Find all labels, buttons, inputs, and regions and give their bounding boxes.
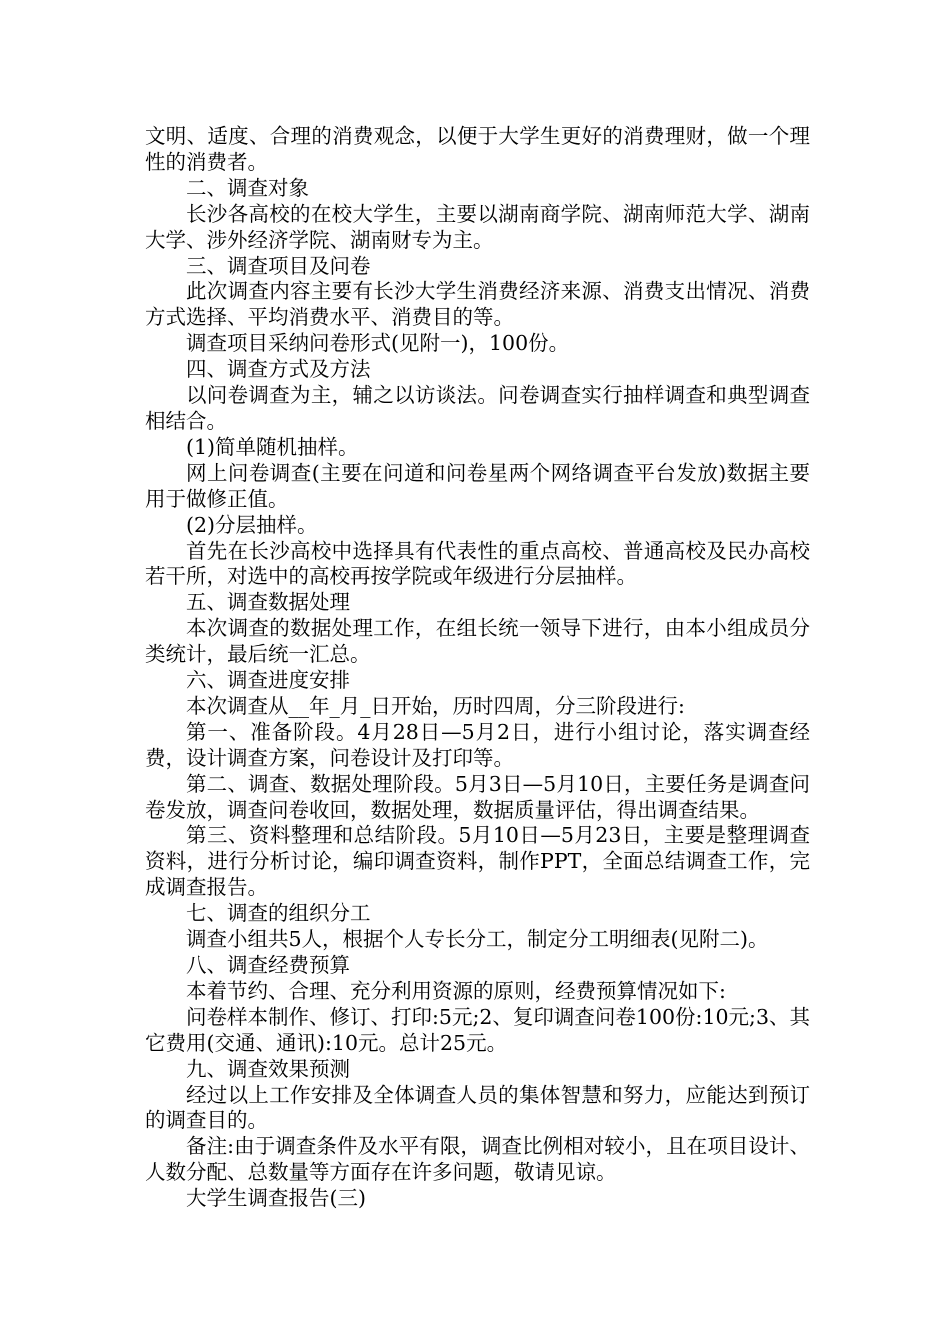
heading-organization: 七、调查的组织分工 <box>186 901 371 926</box>
heading-budget: 八、调查经费预算 <box>186 953 350 977</box>
heading-report-three: 大学生调查报告(三) <box>186 1186 366 1211</box>
heading-survey-methods: 四、调查方式及方法 <box>186 357 371 382</box>
paragraph-organization: 调查小组共5人，根据个人专长分工，制定分工明细表(见附二)。 <box>186 927 769 952</box>
paragraph-intro-continuation: 文明、适度、合理的消费观念，以便于大学生更好的消费理财，做一个理性的消费者。 <box>145 124 810 174</box>
paragraph-survey-content: 此次调查内容主要有长沙大学生消费经济来源、消费支出情况、消费方式选择、平均消费水平、消费目的等。 <box>145 279 810 330</box>
paragraph-schedule-intro: 本次调查从__年_月_日开始，历时四周，分三阶段进行: <box>186 693 685 718</box>
paragraph-budget-intro: 本着节约、合理、充分利用资源的原则，经费预算情况如下: <box>186 978 726 1003</box>
paragraph-stratified-sampling: 首先在长沙高校中选择具有代表性的重点高校、普通高校及民办高校若干所，对选中的高校再按学院或年级进行分层抽样。 <box>145 538 810 589</box>
heading-data-processing: 五、调查数据处理 <box>186 590 350 615</box>
paragraph-questionnaire-form: 调查项目采纳问卷形式(见附一)，100份。 <box>186 331 570 356</box>
subheading-random-sampling: (1)简单随机抽样。 <box>186 434 359 459</box>
subheading-stratified-sampling: (2)分层抽样。 <box>186 512 318 537</box>
paragraph-stage-one: 第一、准备阶段。4月28日—5月2日，进行小组讨论，落实调查经费，设计调查方案，问卷设计及打印等。 <box>145 719 810 770</box>
heading-survey-items: 三、调查项目及问卷 <box>186 253 371 278</box>
paragraph-stage-three: 第三、资料整理和总结阶段。5月10日—5月23日，主要是整理调查资料，进行分析讨论，编印调查资料，制作PPT，全面总结调查工作，完成调查报告。 <box>145 823 810 900</box>
paragraph-budget-details: 问卷样本制作、修订、打印:5元;2、复印调查问卷100份:10元;3、其它费用(交通、通讯):10元。总计25元。 <box>145 1004 810 1055</box>
heading-survey-subjects: 二、调查对象 <box>186 175 309 200</box>
heading-schedule: 六、调查进度安排 <box>186 668 350 693</box>
heading-expected-results: 九、调查效果预测 <box>186 1056 350 1081</box>
paragraph-survey-subjects: 长沙各高校的在校大学生，主要以湖南商学院、湖南师范大学、湖南大学、涉外经济学院、湖南财专为主。 <box>145 201 810 252</box>
paragraph-data-processing: 本次调查的数据处理工作，在组长统一领导下进行，由本小组成员分类统计，最后统一汇总。 <box>145 616 810 667</box>
paragraph-online-survey: 网上问卷调查(主要在问道和问卷星两个网络调查平台发放)数据主要用于做修正值。 <box>145 460 810 511</box>
paragraph-remarks: 备注:由于调查条件及水平有限，调查比例相对较小，且在项目设计、人数分配、总数量等方面存在许多问题，敬请见谅。 <box>145 1134 810 1185</box>
paragraph-expected-results: 经过以上工作安排及全体调查人员的集体智慧和努力，应能达到预订的调查目的。 <box>145 1082 810 1133</box>
paragraph-stage-two: 第二、调查、数据处理阶段。5月3日—5月10日，主要任务是调查问卷发放，调查问卷收回，数据处理，数据质量评估，得出调查结果。 <box>145 771 810 822</box>
document-page <box>145 124 810 1212</box>
paragraph-survey-methods: 以问卷调查为主，辅之以访谈法。问卷调查实行抽样调查和典型调查相结合。 <box>145 383 810 433</box>
